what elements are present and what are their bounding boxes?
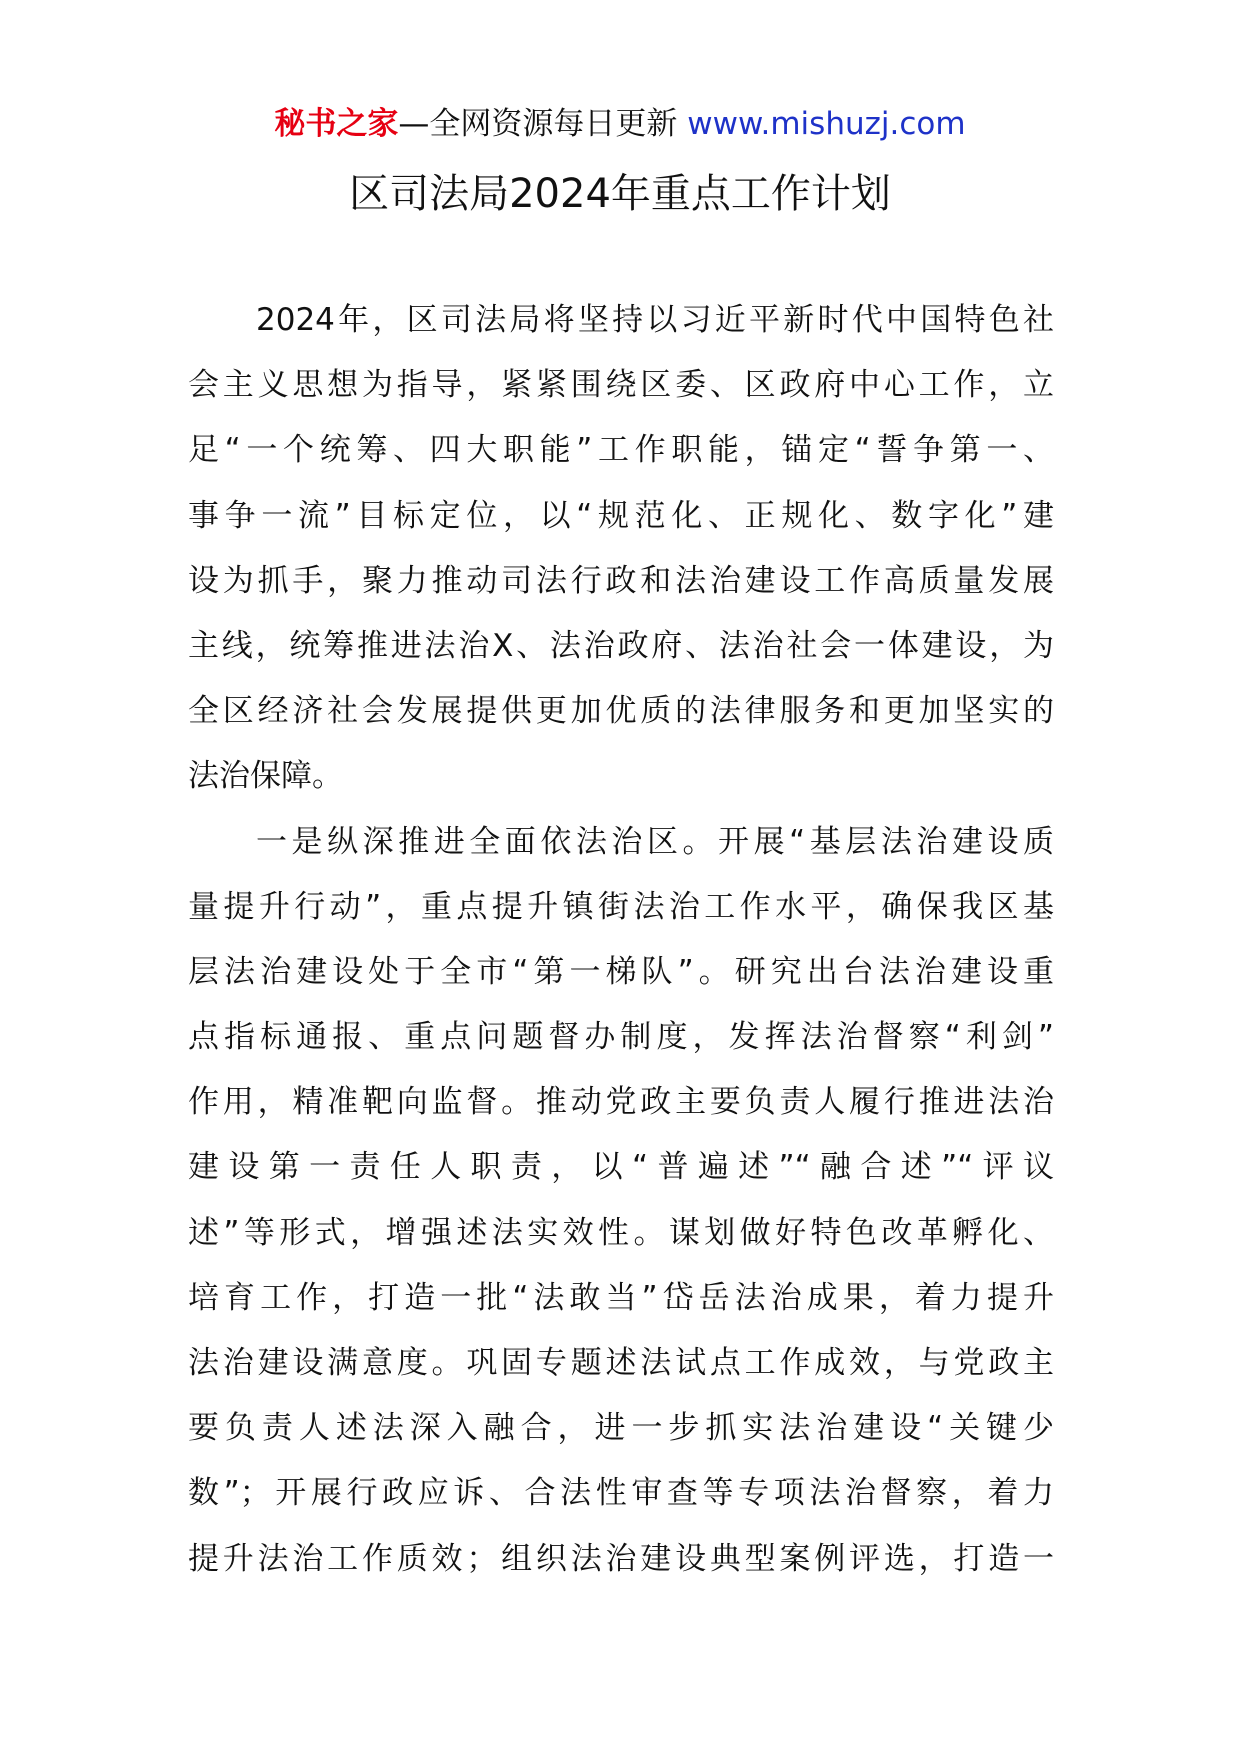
document-body (188, 288, 1054, 1592)
text-line: 提升法治工作质效；组织法治建设典型案例评选，打造一 (188, 1540, 1054, 1577)
text-line: 量提升行动”，重点提升镇街法治工作水平，确保我区基 (188, 888, 1054, 925)
text-line: 2024年，区司法局将坚持以习近平新时代中国特色社 (256, 302, 1054, 338)
text-line: 法治建设满意度。巩固专题述法试点工作成效，与党政主 (188, 1345, 1054, 1381)
text-line: 全区经济社会发展提供更加优质的法律服务和更加坚实的 (188, 693, 1054, 730)
document-title: 区司法局2024年重点工作计划 (349, 171, 891, 217)
text-line: 述”等形式，增强述法实效性。谋划做好特色改革孵化、 (188, 1214, 1054, 1251)
text-line: 事争一流”目标定位，以“规范化、正规化、数字化”建 (188, 497, 1054, 534)
banner-brand: 秘书之家 (274, 106, 399, 142)
text-line: 会主义思想为指导，紧紧围绕区委、区政府中心工作，立 (188, 367, 1054, 404)
text-line: 要负责人述法深入融合，进一步抓实法治建设“关键少 (188, 1410, 1054, 1447)
text-line: 作用，精准靶向监督。推动党政主要负责人履行推进法治 (188, 1084, 1054, 1121)
text-line: 层法治建设处于全市“第一梯队”。研究出台法治建设重 (188, 953, 1054, 990)
text-line: 点指标通报、重点问题督办制度，发挥法治督察“利剑” (188, 1019, 1054, 1056)
text-line: 培育工作，打造一批“法敢当”岱岳法治成果，着力提升 (188, 1279, 1054, 1316)
text-line: 足“一个统筹、四大职能”工作职能，锚定“誓争第一、 (188, 432, 1054, 469)
site-banner (0, 104, 1240, 144)
text-line: 建设第一责任人职责，以“普遍述”“融合述”“评议 (188, 1149, 1054, 1186)
text-line: 设为抓手，聚力推动司法行政和法治建设工作高质量发展 (188, 562, 1054, 599)
text-line: 数”；开展行政应诉、合法性审查等专项法治督察，着力 (188, 1475, 1054, 1512)
text-line: 一是纵深推进全面依法治区。开展“基层法治建设质 (256, 823, 1054, 860)
banner-slogan: —全网资源每日更新 (398, 106, 688, 142)
text-line: 主线，统筹推进法治X、法治政府、法治社会一体建设，为 (188, 627, 1054, 664)
text-line: 法治保障。 (188, 758, 343, 795)
banner-url-link[interactable]: www.mishuzj.com (687, 106, 966, 142)
